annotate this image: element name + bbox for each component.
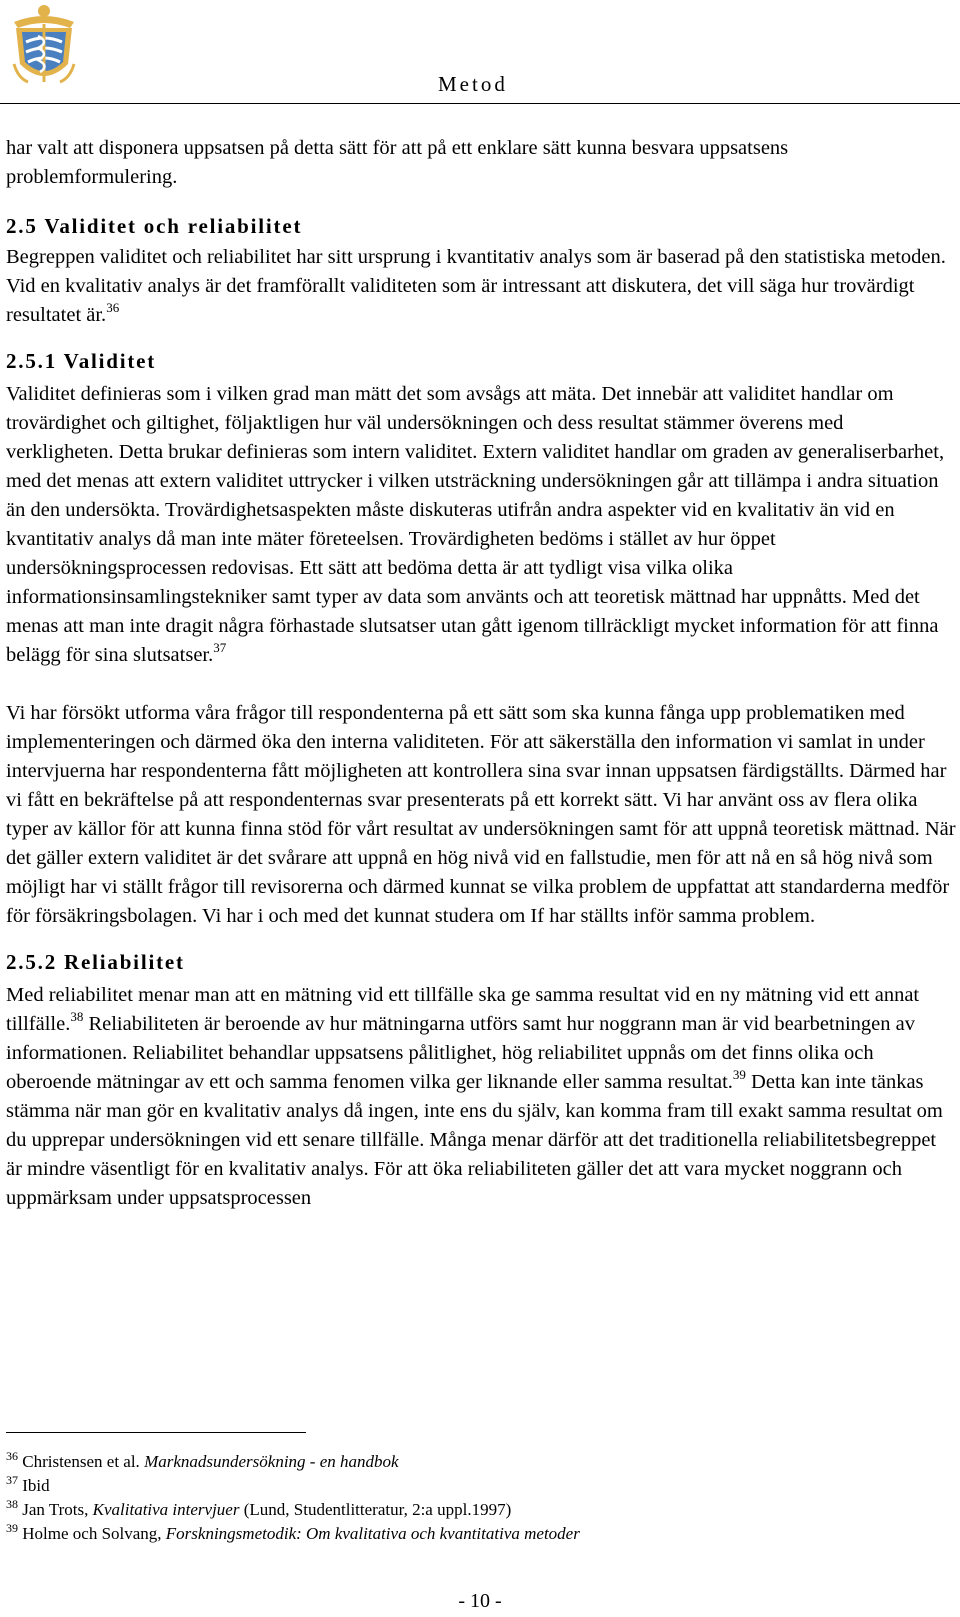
footnote-title: Kvalitativa intervjuer — [92, 1500, 240, 1519]
footnote-divider — [6, 1432, 306, 1433]
footnote-title: Forskningsmetodik: Om kvalitativa och kvantitativa metoder — [165, 1524, 580, 1543]
section-heading-2-5: 2.5 Validitet och reliabilitet — [6, 214, 303, 238]
section-2-5-paragraph — [6, 243, 956, 330]
footnote-number: 36 — [6, 1449, 18, 1463]
footnotes — [6, 1450, 946, 1546]
footnote — [6, 1498, 946, 1522]
footnote-text: (Lund, Studentlitteratur, 2:a uppl.1997) — [239, 1500, 512, 1519]
reliabilitet-paragraph — [6, 981, 956, 1213]
crest-logo-graphic — [4, 2, 84, 90]
intro-paragraph: har valt att disponera uppsatsen på detta sätt för att på ett enklare sätt kunna besvara uppsatsens problemformulering. — [6, 137, 789, 188]
footnote-text: Holme och Solvang, — [22, 1524, 166, 1543]
page-number: - 10 - — [458, 1590, 502, 1612]
footnote-number: 37 — [6, 1473, 18, 1487]
section-heading-2-5-1: 2.5.1 Validitet — [6, 349, 157, 373]
footnote-title: Marknadsundersökning - en handbok — [144, 1452, 399, 1471]
footnote-ref: 39 — [732, 1067, 746, 1082]
paragraph-text: Med reliabilitet menar man att en mätning vid ett tillfälle ska ge samma resultat vid en ny mätning vid ett annat tillfälle. — [6, 984, 920, 1035]
footnote — [6, 1474, 946, 1498]
validitet-paragraph-1 — [6, 380, 956, 670]
paragraph-text: Reliabiliteten är beroende av hur mätningarna utförs samt hur noggrann man är vid bearbetningen av informationen. Reliabilitet behandlar uppsatsens pålitlighet, hög reliabilitet uppnås om det finns olika och oberoende mätningar av ett och samma fenomen vilka ger liknande eller samma resultat. — [6, 1013, 915, 1093]
validitet-paragraph-2: Vi har försökt utforma våra frågor till respondenterna på ett sätt som ska kunna fånga upp problematiken med implementeringen och därmed öka den interna validiteten. För att säkerställa den information vi samlat in under intervjuerna har respondenterna fått möjligheten att kontrollera sina svar innan uppsatsen färdigställts. Därmed har vi fått en bekräftelse på att respondenternas svar presenterats på ett korrekt sätt. Vi har använt oss av flera olika typer av källor för att kunna finna stöd för vårt resultat av undersökningen samt för att uppnå teoretisk mättnad. När det gäller extern validitet är det svårare att uppnå en hög nivå vid en fallstudie, men för att nå en så hög nivå som möjligt har vi ställt frågor till revisorerna och därmed kunnat se vilka problem de uppfattat att standarderna medför för försäkringsbolagen. Vi har i och med det kunnat studera om If har ställts inför samma problem. — [6, 702, 956, 927]
footnote-number: 38 — [6, 1497, 18, 1511]
footnote — [6, 1450, 946, 1474]
footnote — [6, 1522, 946, 1546]
header-divider — [0, 103, 960, 104]
footnote-ref: 37 — [213, 640, 227, 655]
document-body — [6, 134, 956, 1213]
paragraph-text: Detta kan inte tänkas stämma när man gör en kvalitativ analys då ingen, inte ens du själv, kan komma fram till exakt samma resultat om du upprepar undersökningen vid ett senare tillfälle. Många menar därför att det traditionella reliabilitetsbegreppet är mindre väsentligt för en kvalitativ analys. För att öka reliabiliteten gäller det att vara mycket noggrann och uppmärksam under uppsatsprocessen — [6, 1071, 943, 1209]
footnote-text: Jan Trots, — [22, 1500, 93, 1519]
footnote-ref: 36 — [106, 300, 120, 315]
footnote-text: Ibid — [22, 1476, 50, 1495]
footnote-text: Christensen et al. — [22, 1452, 145, 1471]
paragraph-text: Begreppen validitet och reliabilitet har sitt ursprung i kvantitativ analys som är baserad på den statistiska metoden. Vid en kvalitativ analys är det framförallt validiteten som är intressant att diskutera, det vill säga hur trovärdigt resultatet är. — [6, 246, 946, 326]
crest-logo — [4, 2, 84, 90]
paragraph-text: Validitet definieras som i vilken grad man mätt det som avsågs att mäta. Det innebär att validitet handlar om trovärdighet och giltighet, följaktligen hur väl undersökningen och dess resultat stämmer överens med verkligheten. Detta brukar definieras som intern validitet. Extern validitet handlar om graden av generaliserbarhet, med det menas att extern validitet uttrycker i vilken utsträckning undersökningen går att tillämpa i andra situation än den undersökta. Trovärdighetsaspekten måste diskuteras utifrån andra aspekter vid en kvalitativ än vid en kvantitativ analys då man inte mäter företeelsen. Trovärdigheten bedöms i stället av hur öppet undersökningsprocessen redovisas. Ett sätt att bedöma detta är att tydligt visa vilka olika informationsinsamlingstekniker samt typer av data som använts och att teoretisk mättnad har uppnåtts. Med det menas att man inte dragit några förhastade slutsatser utan gått igenom tillräckligt mycket information för att finna belägg för sina slutsatser. — [6, 383, 945, 666]
running-title: Metod — [438, 72, 508, 96]
footnote-number: 39 — [6, 1521, 18, 1535]
footnote-ref: 38 — [70, 1009, 84, 1024]
section-heading-2-5-2: 2.5.2 Reliabilitet — [6, 950, 185, 974]
